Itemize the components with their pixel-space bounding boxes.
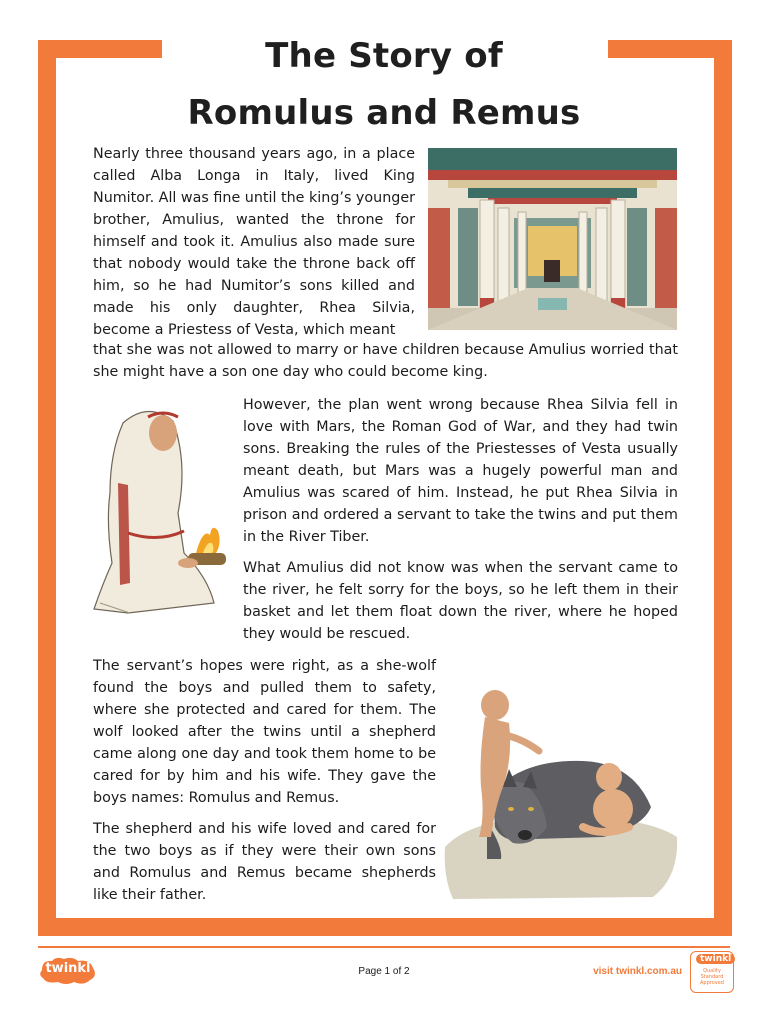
badge-subtext: Quality Standard Approved (700, 968, 724, 986)
page-title-line1: The Story of (265, 36, 503, 76)
page-number: Page 1 of 2 (358, 966, 410, 977)
twinkl-logo-text: twinkl (45, 961, 91, 976)
badge-label: twinkl (696, 954, 735, 964)
paragraph-1-full: that she was not allowed to marry or have children because Amulius worried that she might have a son one day who could become king. (93, 342, 678, 380)
paragraph-1-wrap: Nearly three thousand years ago, in a place called Alba Longa in Italy, lived King Numitor. All was fine until the king’s younger brother, Amulius, wanted the throne for himself and took it. Amulius also made sure that nobody would take the throne back off him, so he had Numitor’s sons killed and made his only daughter, Rhea Silvia, become a Priestess of Vesta, which meant (93, 146, 416, 338)
paragraph-4: The servant’s hopes were right, as a she-wolf found the boys and pulled them to safety, where she protected and cared for them. The wolf looked after the twins until a shepherd came along one day and took them home to be cared for by him and his wife. They gave the boys names: Romulus and Remus. (93, 658, 436, 806)
paragraph-3: What Amulius did not know was when the servant came to the river, he felt sorry for the boys, so he left them in their basket and let them float down the river, where he hoped they would be rescued. (243, 560, 678, 642)
paragraph-5: The shepherd and his wife loved and cared for the two boys as if they were their own sons and Romulus and Remus became shepherds like their father. (93, 821, 436, 903)
frame-left (38, 40, 56, 936)
quality-badge (690, 951, 734, 993)
visit-link[interactable]: visit twinkl.com.au (593, 966, 682, 977)
she-wolf-twins-illustration (443, 677, 679, 902)
frame-right (714, 40, 732, 936)
page-title-line2: Romulus and Remus (187, 93, 581, 133)
paragraph-2: However, the plan went wrong because Rhea Silvia fell in love with Mars, the Roman God of War, and they had twin sons. Breaking the rules of the Priestesses of Vesta usually meant death, but Mars was a hugely powerful man and Amulius was scared of him. Instead, he put Rhea Silvia in prison and ordered a servant to take the twins and put them in the River Tiber. (243, 397, 678, 545)
rhea-silvia-illustration (88, 403, 233, 618)
footer-divider (38, 946, 730, 948)
palace-illustration (428, 148, 677, 330)
frame-bottom (38, 918, 732, 936)
